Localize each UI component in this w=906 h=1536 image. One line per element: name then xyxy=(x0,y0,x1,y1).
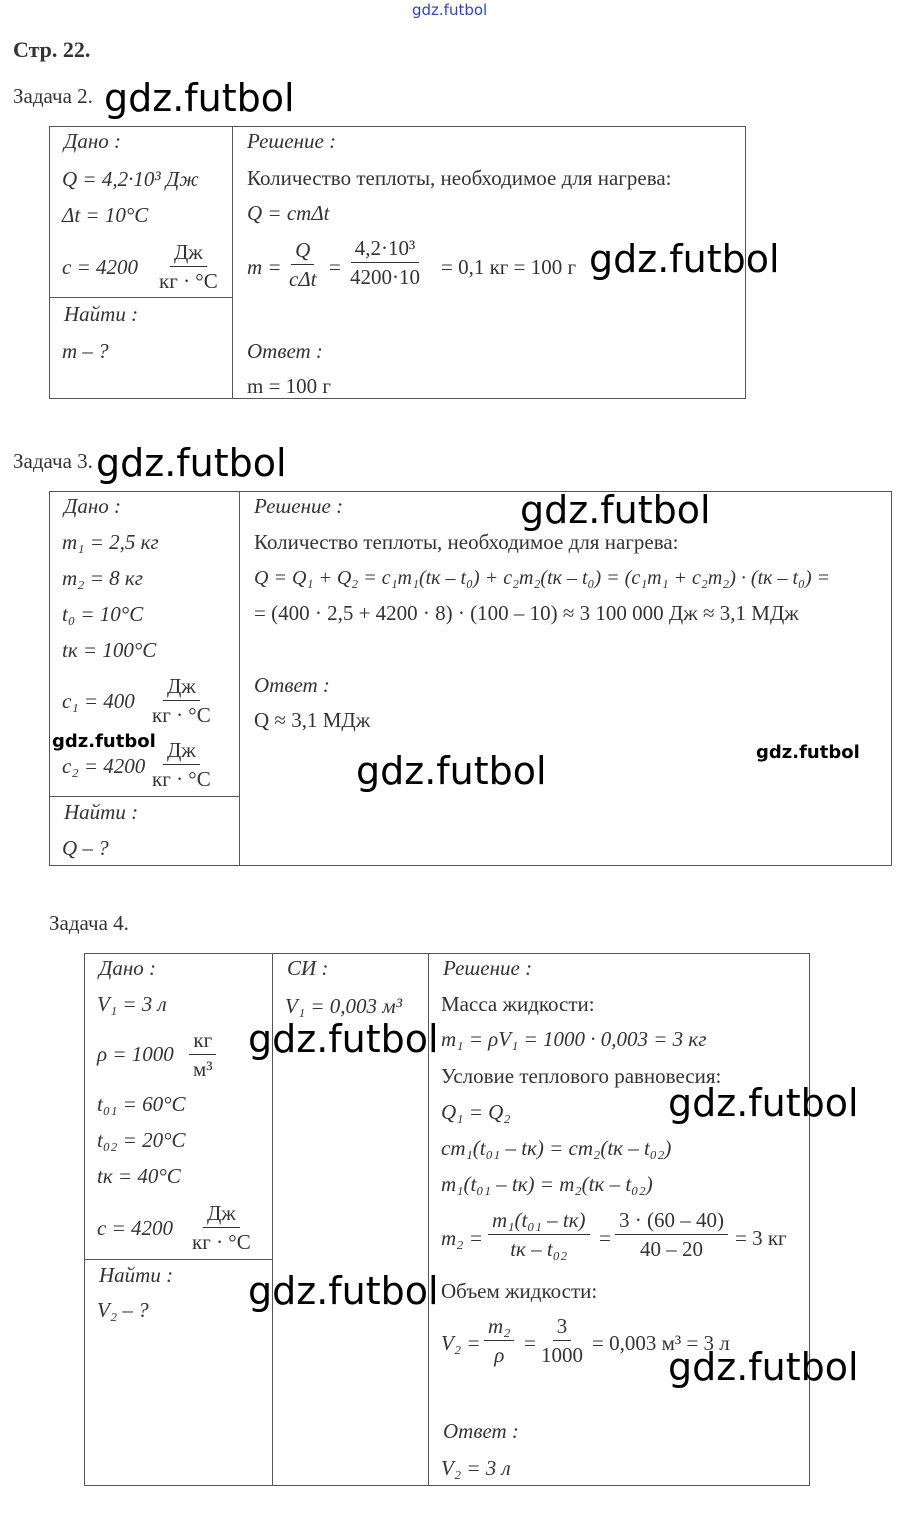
task4-given-c: c = 4200 xyxy=(97,1216,173,1240)
watermark: gdz.futbol xyxy=(52,731,156,752)
task4-given-rho: ρ = 1000 xyxy=(97,1042,174,1066)
task4-m2-eq: = xyxy=(599,1226,611,1250)
task2-find: m – ? xyxy=(62,339,109,363)
task3-given-m1: m₁ = 2,5 кг xyxy=(62,530,159,554)
task2-eq: = xyxy=(329,255,341,279)
task4-eq2: cm₁(t₀₁ – tк) = cm₂(tк – t₀₂) xyxy=(441,1136,672,1160)
task2-answer: m = 100 г xyxy=(247,374,332,398)
watermark: gdz.futbol xyxy=(756,742,860,763)
task4-title: Задача 4. xyxy=(49,911,129,935)
task2-given-dt: Δt = 10°C xyxy=(62,203,149,227)
task4-given-c-unit: Дж кг · °C xyxy=(192,1201,251,1254)
task3-given-c1: c₁ = 400 xyxy=(62,689,135,713)
task4-v2-frac1: $\frac{\text{m₂}}{\rho}$ xyxy=(484,1316,514,1366)
task3-solution-label: Решение : xyxy=(254,494,344,518)
task2-m-lhs: m = xyxy=(247,255,282,279)
task4-eq3: m₁(t₀₁ – tк) = m₂(tк – t₀₂) xyxy=(441,1172,653,1196)
task3-given-tk: tк = 100°C xyxy=(62,638,157,662)
task3-answer-label: Ответ : xyxy=(254,673,330,697)
watermark: gdz.futbol xyxy=(248,1269,439,1313)
task4-v2-frac2: $\frac{3}{1000}$ xyxy=(541,1314,583,1367)
task3-given-t0: t₀ = 10°C xyxy=(62,602,144,626)
task3-given-divider xyxy=(49,796,240,797)
task4-answer-label: Ответ : xyxy=(443,1419,519,1443)
task2-frac1: Q cΔt xyxy=(289,238,317,291)
task3-solution-line1: Количество теплоты, необходимое для нагрева: xyxy=(254,530,679,554)
task4-m2-lhs: m₂ = xyxy=(441,1226,483,1250)
task3-find: Q – ? xyxy=(62,836,109,860)
task4-v2-lhs: V₂ = xyxy=(441,1331,481,1355)
task2-solution-line2: Q = cmΔt xyxy=(247,201,330,225)
task4-mass-eq: m₁ = ρV₁ = 1000 · 0,003 = 3 кг xyxy=(441,1027,707,1051)
task2-frac2: $\frac{\text{4,2·10³}}{4200\cdot 10}$ xyxy=(350,236,420,289)
watermark: gdz.futbol xyxy=(589,237,780,281)
task2-divider xyxy=(232,126,233,399)
task4-m2-rhs: = 3 кг xyxy=(735,1226,787,1250)
task3-given-label: Дано : xyxy=(64,494,122,518)
task3-solution-line3: = (400 · 2,5 + 4200 · 8) · (100 – 10) ≈ 3 100 000 Дж ≈ 3,1 МДж xyxy=(254,601,799,625)
watermark: gdz.futbol xyxy=(668,1345,859,1389)
task2-m-rhs: = 0,1 кг = 100 г xyxy=(441,255,577,279)
task3-given-c2: c₂ = 4200 xyxy=(62,754,146,778)
task3-given-c1-unit: Дж кг · °C xyxy=(152,674,211,727)
task4-given-divider xyxy=(84,1259,273,1260)
task4-given-v1: V₁ = 3 л xyxy=(97,992,167,1016)
watermark: gdz.futbol xyxy=(356,749,547,793)
task2-given-c: c = 4200 xyxy=(62,255,138,279)
task4-v2-eq: = xyxy=(524,1331,536,1355)
task4-find: V₂ – ? xyxy=(97,1298,149,1322)
task4-volume-label: Объем жидкости: xyxy=(441,1279,598,1303)
task4-si-label: СИ : xyxy=(287,956,329,980)
watermark: gdz.futbol xyxy=(248,1017,439,1061)
task4-m2-frac2: $\frac{3 \cdot (60 - 40)}{40 - 20}$ xyxy=(615,1210,728,1260)
task2-title: Задача 2. xyxy=(13,84,93,108)
task2-given-label: Дано : xyxy=(64,129,122,153)
watermark: gdz.futbol xyxy=(104,76,295,120)
task2-solution-line1: Количество теплоты, необходимое для нагрева: xyxy=(247,166,672,190)
watermark: gdz.futbol xyxy=(96,441,287,485)
task4-given-t01: t₀₁ = 60°C xyxy=(97,1092,186,1116)
task2-given-q: Q = 4,2·10³ Дж xyxy=(62,167,199,191)
task2-answer-label: Ответ : xyxy=(247,339,323,363)
task3-answer: Q ≈ 3,1 МДж xyxy=(254,708,371,732)
task4-given-t02: t₀₂ = 20°C xyxy=(97,1128,186,1152)
task4-mass-label: Масса жидкости: xyxy=(441,992,595,1016)
task3-solution-line2: Q = Q₁ + Q₂ = c₁m₁(tк – t₀) + c₂m₂(tк – t₀) = (c₁m₁ + c₂m₂) · (tк – t₀) = xyxy=(254,567,831,589)
watermark: gdz.futbol xyxy=(520,488,711,532)
task4-solution-label: Решение : xyxy=(443,956,533,980)
task2-given-c-unit: Дж кг · °C xyxy=(159,240,218,293)
task3-find-label: Найти : xyxy=(64,800,139,824)
task2-find-label: Найти : xyxy=(64,302,139,326)
task4-m2-frac1: m₁(t₀₁ – tк) tк – t₀₂ xyxy=(488,1210,590,1260)
task4-given-tk: tк = 40°C xyxy=(97,1164,181,1188)
task2-solution-label: Решение : xyxy=(247,129,337,153)
task4-answer: V₂ = 3 л xyxy=(441,1456,511,1480)
task4-given-label: Дано : xyxy=(99,956,157,980)
task3-title: Задача 3. xyxy=(13,449,93,473)
task3-divider xyxy=(239,491,240,866)
task4-given-rho-unit: кг м³ xyxy=(189,1030,217,1080)
task4-balance-label: Условие теплового равновесия: xyxy=(441,1064,722,1088)
task3-given-c2-unit: Дж кг · °C xyxy=(152,738,211,791)
task3-given-m2: m₂ = 8 кг xyxy=(62,566,143,590)
page-title: Стр. 22. xyxy=(13,37,91,62)
task4-eq1: Q₁ = Q₂ xyxy=(441,1100,511,1124)
top-watermark: gdz.futbol xyxy=(412,1,488,19)
watermark: gdz.futbol xyxy=(668,1081,859,1125)
task2-given-divider xyxy=(49,297,233,298)
task4-v2-rhs: = 0,003 м³ = 3 л xyxy=(592,1331,730,1355)
task4-find-label: Найти : xyxy=(99,1263,174,1287)
task4-si: V₁ = 0,003 м³ xyxy=(285,994,402,1018)
